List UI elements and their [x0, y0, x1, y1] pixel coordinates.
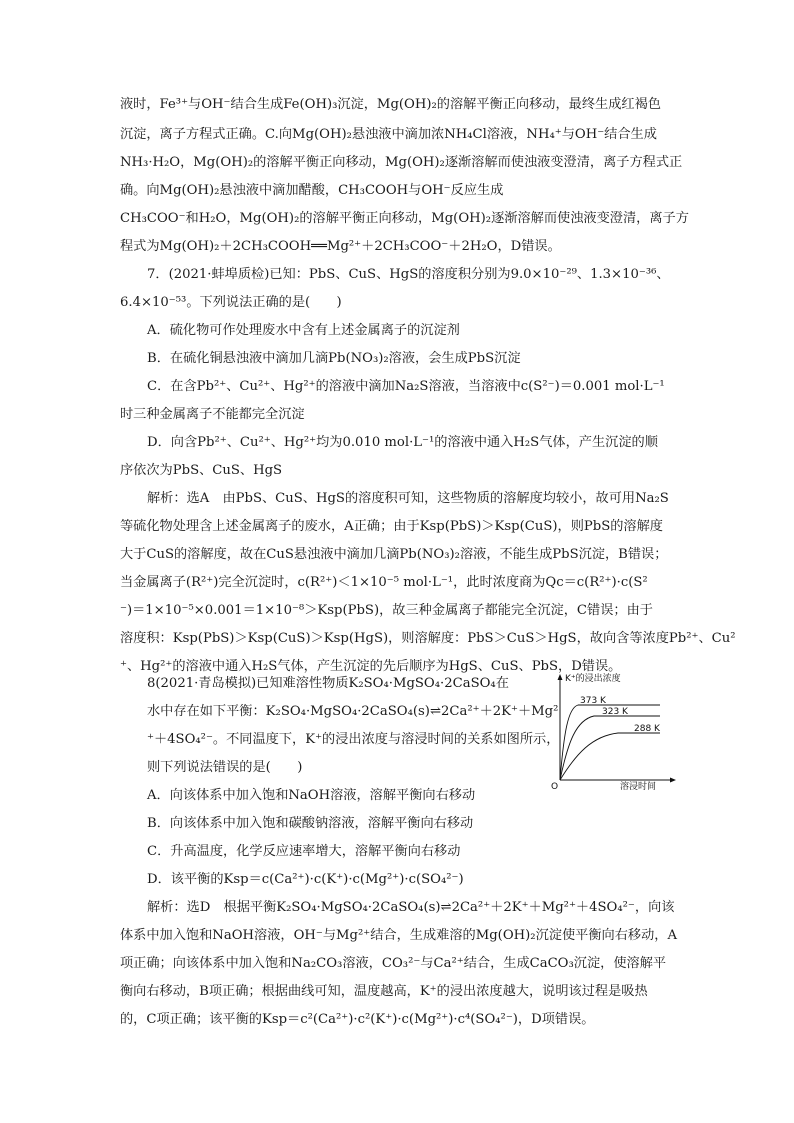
text-line: ⁺＋4SO₄²⁻。不同温度下，K⁺的浸出浓度与溶浸时间的关系如图所示， — [147, 732, 560, 747]
text-line: ⁻)＝1×10⁻⁵×0.001＝1×10⁻⁸＞Ksp(PbS)，故三种金属离子都能完全沉淀，C错误；由于 — [120, 603, 653, 618]
text-line: NH₃·H₂O，Mg(OH)₂的溶解平衡正向移动，Mg(OH)₂逐渐溶解而使浊液变澄清，离子方程式正 — [120, 155, 683, 170]
text-line: 序依次为PbS、CuS、HgS — [120, 463, 283, 478]
text-line: 解析：选A 由PbS、CuS、HgS的溶度积可知，这些物质的溶解度均较小，故可用Na₂S — [147, 491, 669, 506]
text-line: C．升高温度，化学反应速率增大，溶解平衡向右移动 — [147, 844, 461, 859]
chart-svg — [548, 672, 678, 790]
text-line: D．向含Pb²⁺、Cu²⁺、Hg²⁺均为0.010 mol·L⁻¹的溶液中通入H₂S气体，产生沉淀的顺 — [147, 435, 658, 450]
text-line: 6.4×10⁻⁵³。下列说法正确的是( ) — [120, 295, 342, 310]
text-line: 液时，Fe³⁺与OH⁻结合生成Fe(OH)₃沉淀，Mg(OH)₂的溶解平衡正向移动，最终生成红褐色 — [120, 97, 661, 112]
text-line: 程式为Mg(OH)₂＋2CH₃COOH══Mg²⁺＋2CH₃COO⁻＋2H₂O，D错误。 — [120, 239, 561, 254]
y-axis-label: K⁺的浸出浓度 — [565, 674, 621, 684]
text-line: 则下列说法错误的是( ) — [147, 760, 303, 775]
x-axis-label: 溶浸时间 — [620, 782, 657, 790]
text-line: 沉淀，离子方程式正确。C.向Mg(OH)₂悬浊液中滴加浓NH₄Cl溶液，NH₄⁺与OH⁻结合生成 — [120, 127, 657, 142]
text-line: B．在硫化铜悬浊液中滴加几滴Pb(NO₃)₂溶液，会生成PbS沉淀 — [147, 351, 521, 366]
text-line: 7．(2021·蚌埠质检)已知：PbS、CuS、HgS的溶度积分别为9.0×10⁻²⁹、1.3×10⁻³⁶、 — [147, 267, 670, 282]
origin-label: O — [551, 782, 559, 790]
x-axis-arrow — [670, 778, 676, 783]
text-line: 解析：选D 根据平衡K₂SO₄·MgSO₄·2CaSO₄(s)⇌2Ca²⁺＋2K⁺＋Mg²⁺＋4SO₄²⁻，向该 — [147, 900, 675, 915]
text-line: A．向该体系中加入饱和NaOH溶液，溶解平衡向右移动 — [147, 788, 476, 803]
figure-k-leaching-curve — [548, 672, 678, 790]
curve-label-288k: 288 K — [634, 724, 660, 734]
text-line: ⁺、Hg²⁺的溶液中通入H₂S气体，产生沉淀的先后顺序为HgS、CuS、PbS，D错误。 — [120, 659, 622, 674]
text-line: 当金属离子(R²⁺)完全沉淀时，c(R²⁺)＜1×10⁻⁵ mol·L⁻¹，此时浓度商为Qc＝c(R²⁺)·c(S² — [120, 575, 648, 590]
text-line: 等硫化物处理含上述金属离子的废水，A正确；由于Ksp(PbS)＞Ksp(CuS)，则PbS的溶解度 — [120, 519, 663, 534]
y-axis-arrow — [558, 674, 563, 680]
text-line: 大于CuS的溶解度，故在CuS悬浊液中滴加几滴Pb(NO₃)₂溶液，不能生成PbS沉淀，B错误； — [120, 547, 668, 562]
text-line: 溶度积：Ksp(PbS)＞Ksp(CuS)＞Ksp(HgS)，则溶解度：PbS＞CuS＞HgS，故向含等浓度Pb²⁺、Cu² — [120, 631, 736, 646]
curve-288k — [560, 733, 660, 780]
text-line: 的，C项正确；该平衡的Ksp＝c²(Ca²⁺)·c²(K⁺)·c(Mg²⁺)·c⁴(SO₄²⁻)，D项错误。 — [120, 1012, 595, 1027]
curve-label-373k: 373 K — [580, 696, 606, 706]
text-line: A．硫化物可作处理废水中含有上述金属离子的沉淀剂 — [147, 323, 460, 338]
text-line: 确。向Mg(OH)₂悬浊液中滴加醋酸，CH₃COOH与OH⁻反应生成 — [120, 183, 504, 198]
text-line: 8(2021·青岛模拟)已知难溶性物质K₂SO₄·MgSO₄·2CaSO₄在 — [147, 676, 509, 691]
text-line: 项正确；向该体系中加入饱和Na₂CO₃溶液，CO₃²⁻与Ca²⁺结合，生成CaCO₃沉淀，使溶解平 — [120, 956, 667, 971]
text-line: CH₃COO⁻和H₂O，Mg(OH)₂的溶解平衡正向移动，Mg(OH)₂逐渐溶解而使浊液变澄清，离子方 — [120, 211, 689, 226]
text-line: D．该平衡的Ksp＝c(Ca²⁺)·c(K⁺)·c(Mg²⁺)·c(SO₄²⁻) — [147, 872, 464, 887]
text-line: 水中存在如下平衡：K₂SO₄·MgSO₄·2CaSO₄(s)⇌2Ca²⁺＋2K⁺＋Mg² — [147, 704, 559, 719]
curve-label-323k: 323 K — [602, 707, 628, 717]
text-line: 衡向右移动，B项正确；根据曲线可知，温度越高，K⁺的浸出浓度越大，说明该过程是吸热 — [120, 984, 648, 999]
text-line: 时三种金属离子不能都完全沉淀 — [120, 407, 305, 422]
text-line: 体系中加入饱和NaOH溶液，OH⁻与Mg²⁺结合，生成难溶的Mg(OH)₂沉淀使平衡向右移动，A — [120, 928, 677, 943]
text-line: C．在含Pb²⁺、Cu²⁺、Hg²⁺的溶液中滴加Na₂S溶液，当溶液中c(S²⁻)＝0.001 mol·L⁻¹ — [147, 379, 665, 394]
text-line: B．向该体系中加入饱和碳酸钠溶液，溶解平衡向右移动 — [147, 816, 474, 831]
